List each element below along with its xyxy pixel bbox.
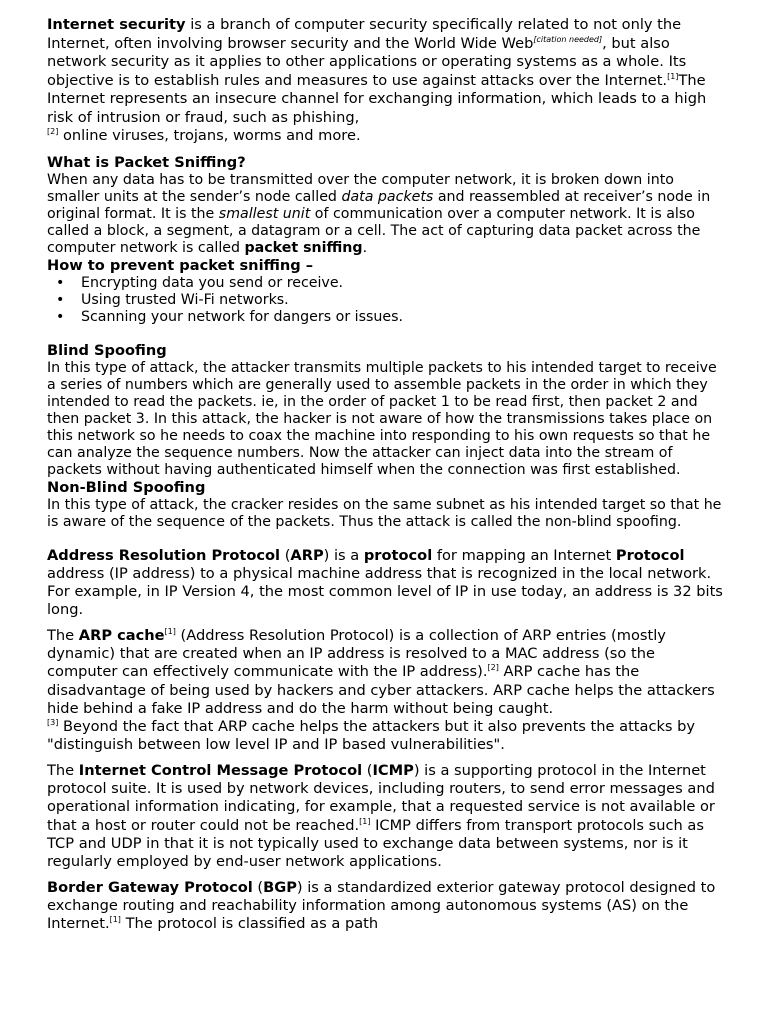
text: (Address Resolution Protocol) is a collection of ARP entries (mostly dynamic) that are created when an IP address is resolved to a MAC address (so the computer can effectively communicate with the IP address).	[47, 626, 666, 681]
bold-term: ICMP	[372, 761, 414, 779]
icmp-paragraph	[47, 762, 727, 872]
text: , but also network security as it applies to other applications or operating systems as a whole. Its objective is to establish rules and measures to use against attacks over the Internet.	[47, 34, 687, 89]
italic-term: smallest unit	[218, 205, 311, 222]
text: ) is a standardized exterior gateway protocol designed to exchange routing and reachability information among autonomous systems (AS) on the Internet.	[47, 878, 716, 933]
bold-term: Address Resolution Protocol	[47, 546, 281, 564]
text: (	[280, 546, 291, 564]
text: online viruses, trojans, worms and more.	[58, 127, 361, 144]
bold-term: ARP	[290, 546, 324, 564]
text: Beyond the fact that ARP cache helps the attackers but it also prevents the attacks by "distinguish between low level IP and IP based vulnerabilities".	[47, 718, 696, 754]
bold-term: Internet Control Message Protocol	[78, 761, 363, 779]
text: ICMP differs from transport protocols such as TCP and UDP in that it is not typically used to exchange data between systems, nor is it regularly employed by end-user network applications.	[47, 816, 704, 871]
prevent-sniffing-heading: How to prevent packet sniffing –	[47, 256, 314, 274]
ref-link[interactable]: [2]	[47, 127, 59, 137]
text: The	[47, 761, 79, 779]
bold-term: Protocol	[615, 546, 685, 564]
blind-spoofing-paragraph: In this type of attack, the attacker transmits multiple packets to his intended target to receive a series of numbers which are generally used to assemble packets in the order in which they intended to read the packets. ie, in the order of packet 1 to be read first, then packet 2 and then packet 3. In this attack, the hacker is not aware of how the transmissions takes place on this network so he needs to coax the machine into responding to his own requests so that he can analyze the sequence numbers. Now the attacker can inject data into the stream of packets without having authenticated himself when the connection was first established.	[47, 359, 717, 478]
bold-term: ARP cache	[78, 626, 165, 644]
bold-term: Border Gateway Protocol	[47, 878, 253, 896]
text: .	[362, 239, 368, 256]
text: The protocol is classified as a path	[120, 915, 379, 933]
bold-term: BGP	[263, 878, 297, 896]
list-item: • Encrypting data you send or receive.	[47, 275, 727, 292]
arp-paragraph	[47, 547, 727, 620]
text: for mapping an Internet	[432, 546, 616, 564]
citation-needed[interactable]: [citation needed]	[533, 34, 603, 44]
ref-link[interactable]: [1]	[359, 816, 371, 826]
packet-sniffing-paragraph	[47, 172, 727, 257]
bold-term: protocol	[363, 546, 433, 564]
text: The	[47, 626, 79, 644]
document-page	[47, 16, 727, 933]
non-blind-spoofing-heading: Non-Blind Spoofing	[47, 478, 206, 496]
text: is a branch of computer security specifically related to not only the Internet, often involving browser security and the World Wide Web	[47, 16, 682, 52]
ref-link[interactable]: [2]	[487, 663, 499, 673]
bgp-paragraph	[47, 879, 727, 934]
text: address (IP address) to a physical machine address that is recognized in the local network. For example, in IP Version 4, the most common level of IP in use today, an address is 32 bits long.	[47, 564, 723, 619]
text: of communication over a computer network. It is also called a block, a segment, a datagram or a cell. The act of capturing data packet across the computer network is called	[47, 205, 701, 256]
prevention-list	[47, 275, 727, 326]
internet-security-paragraph	[47, 16, 727, 146]
bold-term: packet sniffing	[244, 239, 363, 256]
text: ) is a	[323, 546, 364, 564]
italic-term: data packets	[341, 188, 434, 205]
ref-link[interactable]: [1]	[164, 626, 176, 636]
text: When any data has to be transmitted over the computer network, it is broken down into smaller units at the sender’s node called	[47, 171, 674, 205]
text: The Internet represents an insecure channel for exchanging information, which leads to a high risk of intrusion or fraud, such as phishing,	[47, 71, 707, 126]
arp-cache-paragraph	[47, 627, 727, 755]
blind-spoofing-heading: Blind Spoofing	[47, 341, 167, 359]
text: (	[252, 878, 264, 896]
term-internet-security: Internet security	[47, 16, 186, 33]
list-item: • Scanning your network for dangers or issues.	[47, 309, 727, 326]
non-blind-spoofing-paragraph: In this type of attack, the cracker resides on the same subnet as his intended target so that he is aware of the sequence of the packets. Thus the attack is called the non-blind spoofing.	[47, 496, 722, 530]
text: ARP cache has the disadvantage of being used by hackers and cyber attackers. ARP cache helps the attackers hide behind a fake IP address and do the harm without being caught.	[47, 663, 715, 717]
packet-sniffing-heading: What is Packet Sniffing?	[47, 153, 246, 171]
ref-link[interactable]: [3]	[47, 718, 59, 728]
text: ) is a supporting protocol in the Internet protocol suite. It is used by network devices, including routers, to send error messages and operational information indicating, for example, that a requested service is not available or that a host or router could not be reached.	[47, 761, 715, 834]
ref-link[interactable]: [1]	[667, 71, 679, 81]
text: and reassembled at receiver’s node in original format. It is the	[47, 188, 711, 222]
ref-link[interactable]: [1]	[109, 915, 121, 925]
text: (	[362, 761, 373, 779]
list-item: • Using trusted Wi-Fi networks.	[47, 292, 727, 309]
